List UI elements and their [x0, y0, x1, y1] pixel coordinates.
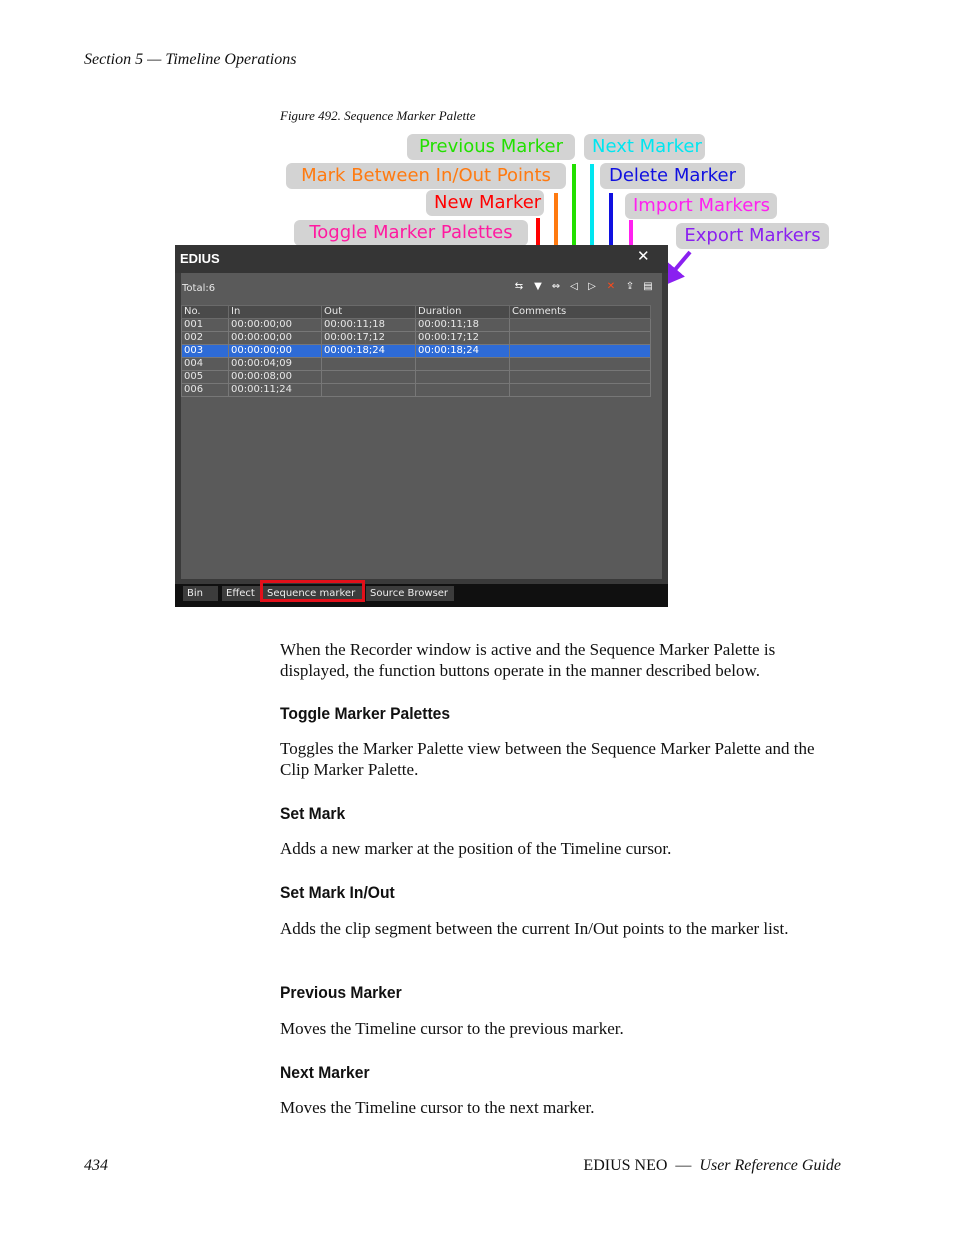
callout-export-markers: Export Markers — [676, 223, 829, 249]
table-cell — [322, 371, 416, 384]
table-cell: 00:00:11;24 — [229, 384, 322, 397]
running-header: Section 5 — Timeline Operations — [84, 51, 297, 68]
table-cell: 00:00:18;24 — [416, 345, 510, 358]
table-cell: 00:00:04;09 — [229, 358, 322, 371]
sequence-marker-palette — [181, 273, 662, 579]
table-cell: 00:00:17;12 — [416, 332, 510, 345]
footer-title — [583, 1157, 841, 1175]
palette-tabbar — [175, 584, 668, 607]
set-mark-icon[interactable]: ▼ — [534, 281, 542, 292]
para-set-mark-in-out: Adds the clip segment between the current In/Out points to the marker list. — [280, 919, 789, 938]
table-cell — [416, 358, 510, 371]
table-cell — [510, 384, 651, 397]
table-cell: 00:00:17;12 — [322, 332, 416, 345]
table-row[interactable] — [182, 332, 651, 345]
para-previous-marker: Moves the Timeline cursor to the previous marker. — [280, 1019, 624, 1038]
next-marker-icon[interactable]: ▷ — [588, 281, 596, 292]
table-row[interactable] — [182, 358, 651, 371]
table-cell — [416, 371, 510, 384]
delete-marker-icon[interactable]: ✕ — [606, 281, 616, 292]
table-row[interactable] — [182, 319, 651, 332]
footer-product: EDIUS NEO — [583, 1157, 668, 1174]
table-row[interactable] — [182, 371, 651, 384]
callout-new-marker: New Marker — [426, 190, 544, 216]
tab-bin[interactable]: Bin — [183, 586, 218, 601]
table-cell: 001 — [182, 319, 229, 332]
table-cell: 005 — [182, 371, 229, 384]
table-cell: 006 — [182, 384, 229, 397]
table-cell — [510, 332, 651, 345]
para-next-marker: Moves the Timeline cursor to the next marker. — [280, 1098, 595, 1117]
tab-effect[interactable]: Effect — [222, 586, 262, 601]
footer-guide: User Reference Guide — [699, 1157, 841, 1174]
callout-next-marker: Next Marker — [584, 134, 705, 160]
heading-previous-marker: Previous Marker — [280, 983, 402, 1002]
column-header[interactable]: Comments — [510, 306, 651, 319]
table-cell: 002 — [182, 332, 229, 345]
callout-import-markers: Import Markers — [625, 193, 777, 219]
table-cell — [322, 358, 416, 371]
window-titlebar — [175, 245, 668, 273]
active-tab-highlight — [260, 580, 365, 602]
callout-delete-marker: Delete Marker — [600, 163, 745, 189]
heading-next-marker: Next Marker — [280, 1063, 370, 1082]
para-set-mark: Adds a new marker at the position of the Timeline cursor. — [280, 839, 672, 858]
table-cell: 003 — [182, 345, 229, 358]
table-header-row — [182, 306, 651, 319]
table-cell — [510, 358, 651, 371]
callout-mark-between: Mark Between In/Out Points — [286, 163, 566, 189]
table-cell — [510, 345, 651, 358]
tab-sequence-marker[interactable]: Sequence marker — [263, 586, 363, 601]
toggle-palettes-icon[interactable]: ⇆ — [514, 281, 524, 292]
table-cell: 00:00:00;00 — [229, 332, 322, 345]
table-cell: 00:00:11;18 — [416, 319, 510, 332]
page-number: 434 — [84, 1157, 108, 1174]
table-cell: 00:00:08;00 — [229, 371, 322, 384]
table-row[interactable] — [182, 345, 651, 358]
table-row[interactable] — [182, 384, 651, 397]
intro-paragraph: When the Recorder window is active and the Sequence Marker Palette is displayed, the function buttons operate in the manner described below. — [280, 640, 776, 680]
import-markers-icon[interactable]: ⇪ — [625, 281, 635, 292]
column-header[interactable]: Duration — [416, 306, 510, 319]
figure-caption: Figure 492. Sequence Marker Palette — [280, 108, 476, 123]
window-title: EDIUS — [180, 251, 220, 266]
table-cell — [510, 319, 651, 332]
table-cell: 00:00:00;00 — [229, 345, 322, 358]
previous-marker-icon[interactable]: ◁ — [570, 281, 578, 292]
total-count: Total:6 — [182, 283, 216, 294]
table-cell: 00:00:18;24 — [322, 345, 416, 358]
column-header[interactable]: Out — [322, 306, 416, 319]
close-icon[interactable]: ✕ — [637, 247, 650, 265]
set-mark-in-out-icon[interactable]: ⇔ — [551, 281, 561, 292]
callout-toggle-palettes: Toggle Marker Palettes — [294, 220, 528, 246]
table-cell: 00:00:11;18 — [322, 319, 416, 332]
edius-window — [175, 245, 668, 607]
marker-list-table — [181, 305, 651, 397]
heading-toggle-marker-palettes: Toggle Marker Palettes — [280, 704, 451, 723]
export-markers-icon[interactable]: ▤ — [643, 281, 653, 292]
table-cell — [416, 384, 510, 397]
footer-separator: — — [675, 1157, 692, 1174]
arrow-export — [668, 252, 690, 278]
heading-set-mark-in-out: Set Mark In/Out — [280, 883, 395, 902]
column-header[interactable]: In — [229, 306, 322, 319]
table-cell: 004 — [182, 358, 229, 371]
callout-previous-marker: Previous Marker — [407, 134, 575, 160]
tab-source-browser[interactable]: Source Browser — [366, 586, 454, 601]
column-header[interactable]: No. — [182, 306, 229, 319]
table-cell — [322, 384, 416, 397]
heading-set-mark: Set Mark — [280, 804, 346, 823]
table-cell: 00:00:00;00 — [229, 319, 322, 332]
para-toggle-marker-palettes: Toggles the Marker Palette view between the Sequence Marker Palette and the Clip Marker Palette. — [280, 739, 815, 779]
table-cell — [510, 371, 651, 384]
